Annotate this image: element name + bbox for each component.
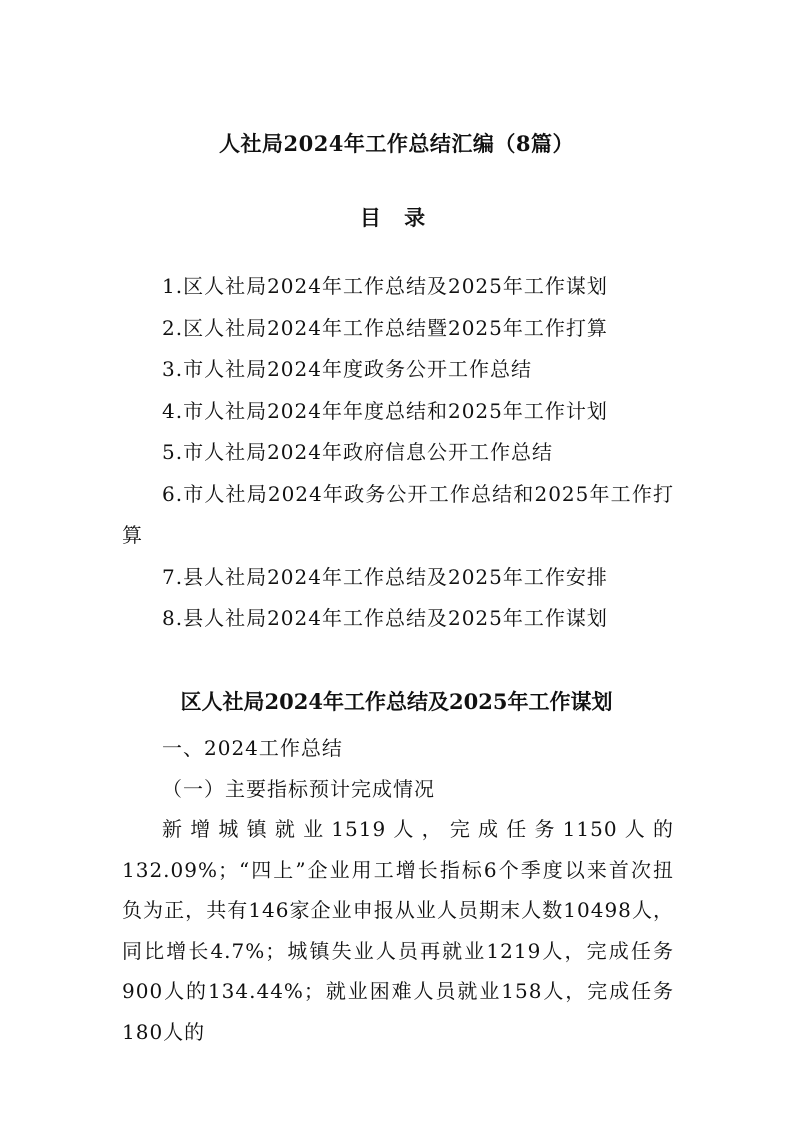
body-paragraph: 新增城镇就业1519人，完成任务1150人的132.09%；“四上”企业用工增长指标6个季度以来首次扭负为正，共有146家企业申报从业人员期末人数10498人，同比增长4.7%；城镇失业人员再就业1219人，完成任务900人的134.44%；就业困难人员就业158人，完成任务180人的	[122, 817, 674, 1044]
document-title: 人社局2024年工作总结汇编（8篇）	[218, 131, 575, 156]
heading-level-2: （一）主要指标预计完成情况	[162, 776, 435, 801]
toc-item: 6.市人社局2024年政务公开工作总结和2025年工作打算	[122, 481, 674, 547]
heading-level-1: 一、2024工作总结	[162, 736, 343, 760]
toc-item: 7.县人社局2024年工作总结及2025年工作安排	[162, 564, 608, 589]
toc-item: 8.县人社局2024年工作总结及2025年工作谋划	[162, 606, 608, 630]
table-of-contents	[122, 266, 674, 640]
toc-heading: 目 录	[359, 205, 434, 230]
section-title: 区人社局2024年工作总结及2025年工作谋划	[180, 689, 613, 714]
toc-item: 3.市人社局2024年度政务公开工作总结	[162, 357, 532, 381]
toc-item: 4.市人社局2024年年度总结和2025年工作计划	[162, 398, 608, 423]
toc-item: 1.区人社局2024年工作总结及2025年工作谋划	[162, 274, 608, 298]
section-body	[122, 728, 674, 1052]
toc-item: 5.市人社局2024年政府信息公开工作总结	[162, 440, 553, 464]
toc-item: 2.区人社局2024年工作总结暨2025年工作打算	[162, 315, 608, 340]
